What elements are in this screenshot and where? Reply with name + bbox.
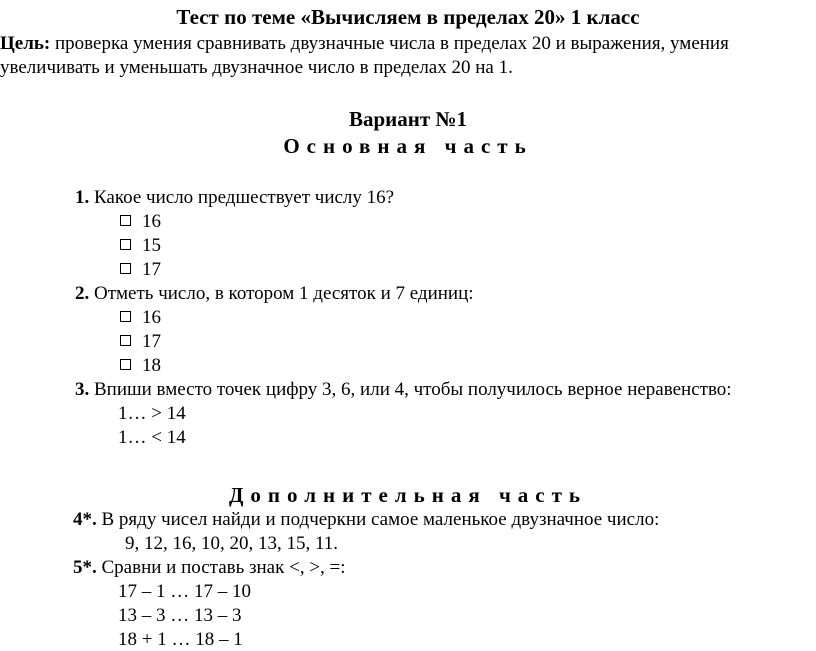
question-1 [75, 187, 394, 209]
option-label: 16 [142, 307, 161, 328]
option-label: 17 [142, 331, 161, 352]
question-text: Отметь число, в котором 1 десяток и 7 единиц: [89, 283, 474, 304]
variant-heading: Вариант №1 [348, 107, 468, 131]
checkbox-icon[interactable] [120, 335, 131, 346]
question-3 [75, 379, 732, 401]
option-label: 16 [142, 211, 161, 232]
goal-line-2: увеличивать и уменьшать двузначное число в пределах 20 на 1. [0, 57, 513, 78]
question-text: В ряду чисел найди и подчеркни самое маленькое двузначное число: [96, 509, 660, 530]
option-label: 15 [142, 235, 161, 256]
question-2 [75, 283, 474, 305]
q5-comparison-1: 17 – 1 … 17 – 10 [118, 581, 251, 602]
question-5 [73, 557, 346, 579]
question-number: 3. [75, 379, 90, 400]
question-text: Впиши вместо точек цифру 3, 6, или 4, чтобы получилось верное неравенство: [89, 379, 732, 400]
question-number: 4*. [73, 509, 97, 530]
question-number: 1. [75, 187, 90, 208]
q2-option-2[interactable] [120, 331, 161, 353]
q4-number-row: 9, 12, 16, 10, 20, 13, 15, 11. [125, 533, 339, 554]
option-label: 17 [142, 259, 161, 280]
goal-label: Цель: [0, 33, 51, 54]
question-number: 2. [75, 283, 90, 304]
checkbox-icon[interactable] [120, 359, 131, 370]
main-part-heading: Основная часть [283, 134, 533, 158]
goal-line-1 [0, 33, 729, 55]
q1-option-3[interactable] [120, 259, 161, 281]
q5-comparison-2: 13 – 3 … 13 – 3 [118, 605, 242, 626]
extra-part-heading: Дополнительная часть [228, 483, 588, 507]
question-4 [73, 509, 659, 531]
goal-text-1: проверка умения сравнивать двузначные числа в пределах 20 и выражения, умения [50, 33, 729, 54]
q2-option-1[interactable] [120, 307, 161, 329]
page-title: Тест по теме «Вычисляем в пределах 20» 1 класс [176, 5, 640, 29]
q5-comparison-3: 18 + 1 … 18 – 1 [118, 629, 243, 650]
q1-option-2[interactable] [120, 235, 161, 257]
q3-inequality-1: 1… > 14 [118, 403, 186, 424]
checkbox-icon[interactable] [120, 263, 131, 274]
q2-option-3[interactable] [120, 355, 161, 377]
checkbox-icon[interactable] [120, 215, 131, 226]
question-text: Сравни и поставь знак <, >, =: [96, 557, 346, 578]
question-text: Какое число предшествует числу 16? [89, 187, 395, 208]
checkbox-icon[interactable] [120, 311, 131, 322]
question-number: 5*. [73, 557, 97, 578]
q3-inequality-2: 1… < 14 [118, 427, 186, 448]
checkbox-icon[interactable] [120, 239, 131, 250]
option-label: 18 [142, 355, 161, 376]
q1-option-1[interactable] [120, 211, 161, 233]
